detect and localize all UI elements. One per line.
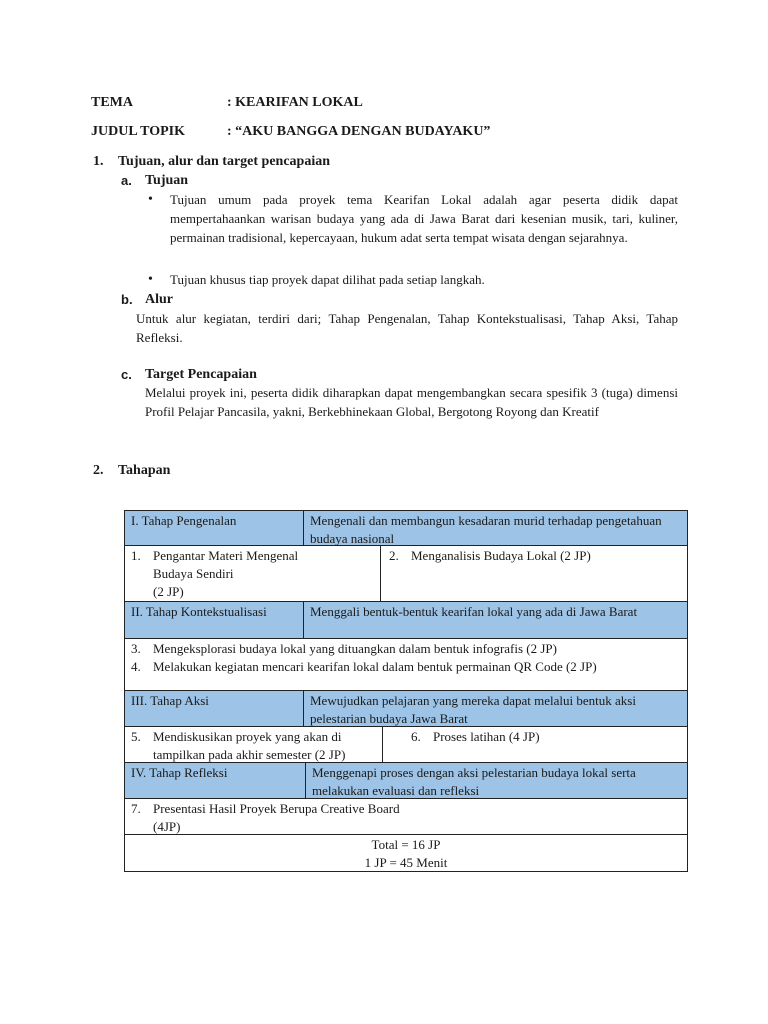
table-item xyxy=(382,727,687,762)
alur-text: Untuk alur kegiatan, terdiri dari; Tahap Pengenalan, Tahap Kontekstualisasi, Tahap Aksi, Tahap Refleksi. xyxy=(136,311,678,345)
table-item xyxy=(125,727,382,762)
item-text: (4JP) xyxy=(153,819,181,834)
item-text: Budaya Sendiri xyxy=(153,566,234,581)
tema-label: TEMA xyxy=(91,95,133,110)
stage-header-row xyxy=(124,763,688,799)
stage-name: II. Tahap Kontekstualisasi xyxy=(131,604,267,619)
stage-name: I. Tahap Pengenalan xyxy=(131,513,237,528)
stage-description: Menggali bentuk-bentuk kearifan lokal yang ada di Jawa Barat xyxy=(310,604,638,619)
subsection-b-title: Alur xyxy=(145,292,173,307)
stage-header-row xyxy=(124,510,688,546)
item-number: 3. xyxy=(131,641,141,656)
stage-description: Menggenapi proses dengan aksi pelestarian budaya lokal serta melakukan evaluasi dan refleksi xyxy=(312,765,636,798)
tujuan-bullet-2: Tujuan khusus tiap proyek dapat dilihat pada setiap langkah. xyxy=(170,272,485,287)
item-number: 2. xyxy=(389,548,399,563)
subsection-a-title: Tujuan xyxy=(145,173,189,188)
item-number: 6. xyxy=(411,729,421,744)
target-text: Melalui proyek ini, peserta didik diharapkan dapat mengembangkan secara spesifik 3 (tuga) dimensi Profil Pelajar Pancasila, yakni, Berkebhinekaan Global, Bergotong Royong dan Kreatif xyxy=(145,385,678,419)
item-text: tampilkan pada akhir semester (2 JP) xyxy=(153,747,346,762)
table-item xyxy=(125,639,687,690)
item-number: 5. xyxy=(131,729,141,744)
item-text: Melakukan kegiatan mencari kearifan lokal dalam bentuk permainan QR Code (2 JP) xyxy=(153,659,597,674)
stage-header-row xyxy=(124,691,688,727)
section2-title: Tahapan xyxy=(118,463,171,478)
stage-header-row xyxy=(124,602,688,639)
total-row xyxy=(124,835,688,872)
table-item xyxy=(380,546,687,601)
subsection-c-title: Target Pencapaian xyxy=(145,367,257,382)
bullet-icon: • xyxy=(148,272,153,287)
item-text: Menganalisis Budaya Lokal (2 JP) xyxy=(411,548,591,563)
section1-title: Tujuan, alur dan target pencapaian xyxy=(118,154,330,169)
judul-topik-value: : “AKU BANGGA DENGAN BUDAYAKU” xyxy=(227,124,491,139)
stage-name: IV. Tahap Refleksi xyxy=(131,765,228,780)
tema-value: : KEARIFAN LOKAL xyxy=(227,95,363,110)
subsection-a-marker: a. xyxy=(121,173,132,188)
stage-items-row xyxy=(124,799,688,835)
item-text: Mendiskusikan proyek yang akan di xyxy=(153,729,342,744)
tujuan-bullet-1: Tujuan umum pada proyek tema Kearifan Lokal adalah agar peserta didik dapat mempertahaankan warisan budaya yang ada di Jawa Barat dari kesenian musik, tari, kuliner, permainan tradisional, kepercayaan, hukum adat serta tempat wisata dengan sejarahnya. xyxy=(170,192,678,245)
judul-topik-label: JUDUL TOPIK xyxy=(91,124,186,139)
jp-definition-text: 1 JP = 45 Menit xyxy=(364,855,448,870)
stage-items-row xyxy=(124,546,688,602)
item-number: 7. xyxy=(131,801,141,816)
item-number: 1. xyxy=(131,548,141,563)
bullet-icon: • xyxy=(148,192,153,207)
item-text: Pengantar Materi Mengenal xyxy=(153,548,299,563)
item-text: Presentasi Hasil Proyek Berupa Creative Board xyxy=(153,801,400,816)
section1-number: 1. xyxy=(93,154,104,169)
stage-description: Mengenali dan membangun kesadaran murid terhadap pengetahuan budaya nasional xyxy=(310,513,662,546)
item-number: 4. xyxy=(131,659,141,674)
item-text: Proses latihan (4 JP) xyxy=(433,729,540,744)
table-item xyxy=(125,546,380,601)
item-text: (2 JP) xyxy=(153,584,184,599)
item-text: Mengeksplorasi budaya lokal yang dituangkan dalam bentuk infografis (2 JP) xyxy=(153,641,557,656)
stage-description: Mewujudkan pelajaran yang mereka dapat melalui bentuk aksi pelestarian budaya Jawa Barat xyxy=(310,693,636,726)
subsection-c-marker: c. xyxy=(121,367,132,382)
section2-number: 2. xyxy=(93,463,104,478)
total-text: Total = 16 JP xyxy=(371,837,441,852)
subsection-b-marker: b. xyxy=(121,292,133,307)
stage-items-row xyxy=(124,727,688,763)
stage-items-row xyxy=(124,639,688,691)
stage-name: III. Tahap Aksi xyxy=(131,693,209,708)
table-item xyxy=(125,799,687,834)
